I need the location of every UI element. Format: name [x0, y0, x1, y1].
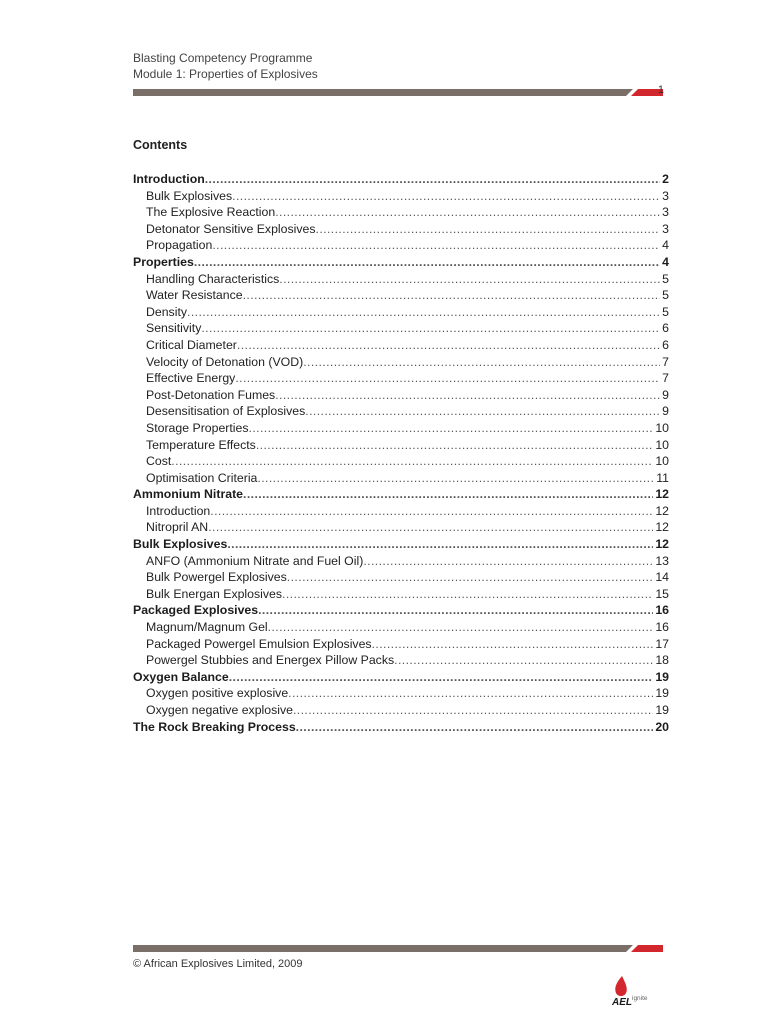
toc-entry-label: Optimisation Criteria — [146, 470, 258, 485]
toc-leader-dots — [201, 320, 660, 337]
toc-subsection-entry[interactable] — [133, 420, 669, 437]
toc-leader-dots — [227, 536, 653, 553]
toc-entry-label: Introduction — [146, 503, 211, 518]
toc-leader-dots — [232, 188, 660, 205]
toc-entry-label: Water Resistance — [146, 288, 243, 303]
toc-section-entry[interactable] — [133, 602, 669, 619]
toc-subsection-entry[interactable] — [133, 354, 669, 371]
toc-entry-label: Bulk Explosives — [133, 537, 228, 552]
toc-entry-label: Nitropril AN — [146, 520, 209, 535]
toc-leader-dots — [275, 204, 660, 221]
toc-section-entry[interactable] — [133, 486, 669, 503]
toc-subsection-entry[interactable] — [133, 271, 669, 288]
toc-leader-dots — [282, 586, 653, 603]
toc-leader-dots — [279, 271, 660, 288]
toc-entry-label: Temperature Effects — [146, 437, 256, 452]
toc-entry-label: Propagation — [146, 238, 213, 253]
toc-section-entry[interactable] — [133, 669, 669, 686]
toc-entry-label: Ammonium Nitrate — [133, 487, 243, 502]
toc-entry-page: 11 — [656, 470, 669, 485]
toc-entry-page: 6 — [662, 337, 669, 352]
toc-subsection-entry[interactable] — [133, 304, 669, 321]
toc-entry-label: Magnum/Magnum Gel — [146, 620, 268, 635]
toc-section-entry[interactable] — [133, 171, 669, 188]
toc-leader-dots — [235, 370, 660, 387]
toc-subsection-entry[interactable] — [133, 470, 669, 487]
toc-entry-label: Effective Energy — [146, 371, 236, 386]
toc-subsection-entry[interactable] — [133, 619, 669, 636]
toc-leader-dots — [212, 237, 660, 254]
toc-subsection-entry[interactable] — [133, 453, 669, 470]
toc-entry-page: 10 — [655, 420, 669, 435]
toc-subsection-entry[interactable] — [133, 519, 669, 536]
toc-entry-page: 16 — [655, 603, 669, 618]
toc-entry-page: 3 — [662, 221, 669, 236]
toc-subsection-entry[interactable] — [133, 437, 669, 454]
toc-leader-dots — [171, 453, 653, 470]
header-subtitle: Module 1: Properties of Explosives — [133, 67, 318, 81]
header-rule-grey — [133, 89, 633, 96]
toc-subsection-entry[interactable] — [133, 403, 669, 420]
toc-subsection-entry[interactable] — [133, 204, 669, 221]
toc-subsection-entry[interactable] — [133, 685, 669, 702]
toc-entry-label: Sensitivity — [146, 321, 202, 336]
toc-entry-page: 5 — [662, 271, 669, 286]
toc-subsection-entry[interactable] — [133, 503, 669, 520]
toc-entry-label: Handling Characteristics — [146, 271, 280, 286]
toc-leader-dots — [394, 652, 653, 669]
toc-entry-label: The Rock Breaking Process — [133, 719, 296, 734]
footer-rule-red — [631, 945, 663, 952]
toc-entry-label: The Explosive Reaction — [146, 205, 276, 220]
toc-entry-page: 2 — [662, 172, 669, 186]
toc-entry-page: 12 — [655, 503, 669, 518]
table-of-contents — [133, 171, 669, 735]
toc-entry-label: Bulk Powergel Explosives — [146, 570, 287, 585]
toc-entry-page: 14 — [655, 570, 669, 585]
toc-subsection-entry[interactable] — [133, 586, 669, 603]
toc-leader-dots — [316, 221, 661, 238]
toc-entry-label: Properties — [133, 254, 194, 269]
toc-entry-page: 16 — [655, 620, 669, 635]
header-title: Blasting Competency Programme — [133, 51, 313, 65]
toc-leader-dots — [229, 669, 654, 686]
toc-entry-page: 19 — [655, 686, 669, 701]
toc-leader-dots — [237, 337, 660, 354]
contents-heading: Contents — [133, 138, 188, 152]
toc-subsection-entry[interactable] — [133, 287, 669, 304]
toc-entry-page: 12 — [655, 487, 669, 502]
toc-subsection-entry[interactable] — [133, 652, 669, 669]
toc-entry-label: Critical Diameter — [146, 337, 237, 352]
toc-leader-dots — [288, 685, 653, 702]
toc-leader-dots — [305, 403, 660, 420]
svg-text:AEL: AEL — [612, 997, 632, 1008]
toc-subsection-entry[interactable] — [133, 188, 669, 205]
toc-entry-page: 20 — [655, 719, 669, 734]
toc-entry-label: Powergel Stubbies and Energex Pillow Packs — [146, 653, 395, 668]
toc-entry-page: 9 — [662, 387, 669, 402]
toc-entry-page: 19 — [655, 703, 669, 717]
toc-leader-dots — [208, 519, 653, 536]
ael-logo-icon — [610, 974, 660, 1008]
toc-section-entry[interactable] — [133, 719, 669, 736]
toc-entry-label: ANFO (Ammonium Nitrate and Fuel Oil) — [146, 553, 364, 568]
toc-entry-page: 7 — [662, 371, 669, 386]
copyright-text: © African Explosives Limited, 2009 — [133, 958, 303, 970]
header-rule — [133, 89, 663, 96]
toc-leader-dots — [258, 602, 653, 619]
toc-subsection-entry[interactable] — [133, 337, 669, 354]
toc-entry-label: Oxygen positive explosive — [146, 686, 289, 701]
toc-entry-page: 17 — [655, 636, 669, 651]
toc-subsection-entry[interactable] — [133, 237, 669, 254]
toc-entry-page: 3 — [662, 188, 669, 203]
toc-entry-page: 10 — [655, 454, 669, 469]
toc-subsection-entry[interactable] — [133, 387, 669, 404]
toc-entry-page: 13 — [655, 553, 669, 568]
toc-leader-dots — [303, 354, 660, 371]
toc-entry-page: 9 — [662, 404, 669, 419]
toc-subsection-entry[interactable] — [133, 553, 669, 570]
toc-subsection-entry[interactable] — [133, 636, 669, 653]
toc-subsection-entry[interactable] — [133, 569, 669, 586]
toc-leader-dots — [293, 702, 653, 719]
toc-entry-label: Storage Properties — [146, 420, 249, 435]
toc-leader-dots — [243, 486, 653, 503]
toc-leader-dots — [275, 387, 660, 404]
toc-entry-label: Velocity of Detonation (VOD) — [146, 354, 304, 369]
toc-leader-dots — [243, 287, 661, 304]
toc-entry-page: 6 — [662, 321, 669, 336]
page-number: 1 — [657, 84, 664, 96]
toc-section-entry[interactable] — [133, 254, 669, 271]
toc-entry-page: 4 — [662, 254, 669, 269]
toc-entry-label: Cost — [146, 454, 172, 469]
toc-entry-label: Packaged Explosives — [133, 603, 259, 618]
toc-leader-dots — [296, 719, 654, 736]
toc-leader-dots — [249, 420, 654, 437]
toc-entry-label: Desensitisation of Explosives — [146, 404, 306, 419]
toc-entry-label: Oxygen Balance — [133, 669, 229, 684]
toc-entry-label: Detonator Sensitive Explosives — [146, 221, 316, 236]
footer-rule-grey — [133, 945, 633, 952]
toc-subsection-entry[interactable] — [133, 702, 669, 719]
toc-entry-label: Oxygen negative explosive — [146, 703, 293, 717]
toc-entry-page: 5 — [662, 304, 669, 319]
toc-entry-page: 19 — [655, 669, 669, 684]
toc-entry-page: 10 — [655, 437, 669, 452]
toc-leader-dots — [363, 553, 653, 570]
toc-subsection-entry[interactable] — [133, 320, 669, 337]
toc-leader-dots — [257, 470, 654, 487]
toc-leader-dots — [187, 304, 660, 321]
toc-entry-label: Packaged Powergel Emulsion Explosives — [146, 636, 372, 651]
toc-leader-dots — [205, 171, 660, 188]
toc-entry-page: 3 — [662, 205, 669, 220]
toc-entry-page: 12 — [655, 537, 669, 552]
toc-entry-page: 4 — [662, 238, 669, 253]
toc-entry-label: Density — [146, 304, 188, 319]
toc-entry-page: 12 — [655, 520, 669, 535]
ael-logo — [610, 974, 660, 1008]
toc-leader-dots — [268, 619, 654, 636]
toc-entry-label: Bulk Energan Explosives — [146, 586, 283, 601]
toc-leader-dots — [287, 569, 654, 586]
toc-leader-dots — [256, 437, 653, 454]
toc-entry-page: 15 — [655, 586, 669, 601]
toc-subsection-entry[interactable] — [133, 221, 669, 238]
footer-rule — [133, 945, 663, 952]
toc-entry-page: 7 — [662, 354, 669, 369]
toc-leader-dots — [210, 503, 653, 520]
toc-entry-label: Bulk Explosives — [146, 188, 233, 203]
toc-leader-dots — [194, 254, 660, 271]
toc-leader-dots — [372, 636, 654, 653]
svg-text:ignite: ignite — [632, 995, 648, 1002]
toc-entry-label: Post-Detonation Fumes — [146, 387, 276, 402]
toc-section-entry[interactable] — [133, 536, 669, 553]
toc-subsection-entry[interactable] — [133, 370, 669, 387]
toc-entry-page: 5 — [662, 288, 669, 303]
toc-entry-label: Introduction — [133, 172, 205, 186]
toc-entry-page: 18 — [655, 653, 669, 668]
